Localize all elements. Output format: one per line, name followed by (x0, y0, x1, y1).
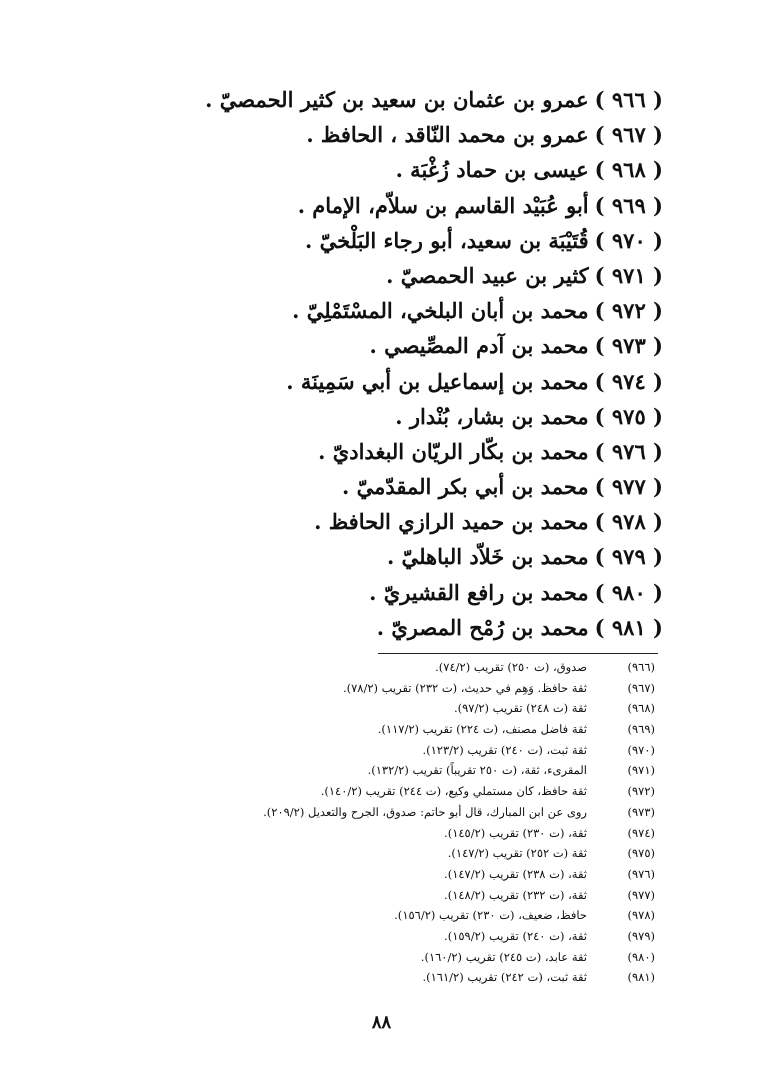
footnote-entry (75, 760, 655, 781)
entry-text: كثير بن عبيد الحمصيّ . (386, 262, 589, 288)
entry-number: ( ٩٧١ ) (594, 262, 663, 288)
entry-text: محمد بن آدم المصِّيصي . (369, 333, 589, 359)
footnote-number: (٩٧٤) (627, 825, 655, 840)
entry-text: عمرو بن محمد النّاقد ، الحافظ . (306, 122, 589, 148)
footnote-entry (75, 678, 655, 699)
entry-text: محمد بن أبي بكر المقدّميّ . (342, 474, 589, 500)
footnote-list (75, 657, 655, 988)
entry-number: ( ٩٦٦ ) (594, 87, 663, 112)
footnote-entry (75, 926, 655, 947)
entry-number: ( ٩٧٢ ) (594, 298, 663, 324)
footnote-entry (75, 864, 655, 885)
entry-text: محمد بن بكّار الريّان البغداديّ . (318, 438, 589, 464)
footnote-number: (٩٦٦) (627, 660, 655, 674)
narrator-entry (143, 293, 663, 328)
entry-number: ( ٩٦٧ ) (594, 122, 663, 148)
footnote-number: (٩٨١) (627, 970, 655, 985)
entry-number: ( ٩٧٧ ) (594, 474, 663, 500)
footnote-entry (75, 905, 655, 926)
footnote-number: (٩٧٠) (627, 742, 655, 757)
narrator-entry (143, 82, 663, 117)
entry-text: محمد بن بشار، بُنْدار . (395, 403, 589, 429)
narrator-entry (143, 399, 663, 434)
footnote-text: ثقة فاضل مصنف، (ت ٢٢٤) تقريب (١١٧/٢). (377, 722, 587, 737)
footnote-number: (٩٧٩) (627, 928, 655, 943)
footnote-number: (٩٧٣) (627, 804, 655, 819)
entry-text: محمد بن خَلاّد الباهليّ . (386, 544, 589, 570)
footnote-number: (٩٦٧) (627, 680, 655, 695)
narrator-entry (143, 434, 663, 469)
footnote-text: صدوق، (ت ٢٥٠) تقريب (٧٤/٢). (435, 660, 587, 674)
footnote-text: ثقة (ت ٢٤٨) تقريب (٩٧/٢). (453, 701, 587, 716)
narrator-entry (143, 575, 663, 610)
entry-number: ( ٩٧٣ ) (594, 333, 663, 359)
footnote-entry (75, 843, 655, 864)
footnote-divider (378, 653, 658, 654)
footnote-entry (75, 781, 655, 802)
entry-text: محمد بن رُمْح المصريّ . (376, 614, 589, 640)
footnote-text: ثقة (ت ٢٥٢) تقريب (١٤٧/٢). (447, 846, 587, 861)
entry-number: ( ٩٦٨ ) (594, 157, 663, 183)
narrator-entry (143, 117, 663, 152)
footnote-entry (75, 823, 655, 844)
narrator-entry (143, 152, 663, 187)
entry-number: ( ٩٨٠ ) (594, 579, 663, 605)
narrator-list (143, 82, 663, 645)
narrator-entry (143, 258, 663, 293)
entry-text: محمد بن رافع القشيريّ . (369, 579, 589, 605)
narrator-entry (143, 364, 663, 399)
footnote-entry (75, 719, 655, 740)
narrator-entry (143, 469, 663, 504)
footnote-text: ثقة ثبت، (ت ٢٤٠) تقريب (١٢٣/٢). (422, 742, 587, 757)
footnote-number: (٩٧٢) (627, 784, 655, 799)
entry-number: ( ٩٧٩ ) (594, 544, 663, 570)
footnote-number: (٩٦٨) (627, 701, 655, 716)
footnote-text: ثقة، (ت ٢٣٠) تقريب (١٤٥/٢). (444, 825, 587, 840)
footnote-entry (75, 947, 655, 968)
footnote-text: ثقة، (ت ٢٣٨) تقريب (١٤٧/٢). (444, 866, 587, 881)
entry-text: محمد بن حميد الرازي الحافظ . (314, 509, 589, 535)
narrator-entry (143, 223, 663, 258)
narrator-entry (143, 504, 663, 539)
entry-number: ( ٩٧٥ ) (594, 403, 663, 429)
footnote-number: (٩٧٨) (627, 908, 655, 923)
entry-number: ( ٩٨١ ) (594, 614, 663, 640)
entry-text: قُتَيْبَة بن سعيد، أبو رجاء البَلْخيّ . (304, 227, 589, 253)
footnote-text: ثقة حافظ. وَهِم في حديث، (ت ٢٣٢) تقريب (٧٨/٢). (342, 680, 587, 695)
footnote-entry (75, 802, 655, 823)
footnote-text: ثقة، (ت ٢٣٢) تقريب (١٤٨/٢). (444, 887, 587, 902)
entry-text: عيسى بن حماد زُغْبَة . (395, 157, 589, 183)
page-number: ٨٨ (371, 1012, 392, 1033)
entry-number: ( ٩٦٩ ) (594, 192, 663, 218)
footnote-entry (75, 740, 655, 761)
footnote-number: (٩٦٩) (627, 722, 655, 737)
footnote-entry (75, 698, 655, 719)
footnote-number: (٩٧١) (627, 763, 655, 778)
footnote-text: ثقة، (ت ٢٤٠) تقريب (١٥٩/٢). (444, 928, 587, 943)
footnote-entry (75, 885, 655, 906)
entry-number: ( ٩٧٤ ) (594, 368, 663, 394)
footnote-text: ثقة حافظ، كان مستملي وكيع، (ت ٢٤٤) تقريب (١٤٠/٢). (320, 784, 587, 799)
narrator-entry (143, 188, 663, 223)
entry-number: ( ٩٧٠ ) (594, 227, 663, 253)
entry-text: محمد بن أبان البلخي، المسْتَمْلِيّ . (292, 298, 589, 324)
entry-text: محمد بن إسماعيل بن أبي سَمِينَة . (286, 368, 589, 394)
narrator-entry (143, 539, 663, 574)
narrator-entry (143, 328, 663, 363)
entry-text: أبو عُبَيْد القاسم بن سلاّم، الإمام . (297, 192, 589, 218)
footnote-text: ثقة ثبت، (ت ٢٤٢) تقريب (١٦١/٢). (422, 970, 587, 985)
entry-text: عمرو بن عثمان بن سعيد بن كثير الحمصيّ . (205, 87, 589, 112)
footnote-text: حافظ، ضعيف، (ت ٢٣٠) تقريب (١٥٦/٢). (394, 908, 587, 923)
footnote-text: روى عن ابن المبارك، قال أبو حاتم: صدوق، الجرح والتعديل (٢٠٩/٢). (263, 804, 587, 819)
footnote-number: (٩٧٥) (627, 846, 655, 861)
footnote-text: ثقة عابد، (ت ٢٤٥) تقريب (١٦٠/٢). (420, 949, 587, 964)
footnote-number: (٩٧٧) (627, 887, 655, 902)
narrator-entry (143, 610, 663, 645)
footnote-entry (75, 967, 655, 988)
entry-number: ( ٩٧٦ ) (594, 438, 663, 464)
footnote-text: المقرىء، ثقة، (ت ٢٥٠ تقريباً) تقريب (١٣٢/٢). (367, 763, 587, 778)
footnote-number: (٩٧٦) (627, 866, 655, 881)
footnote-entry (75, 657, 655, 678)
footnote-number: (٩٨٠) (627, 949, 655, 964)
entry-number: ( ٩٧٨ ) (594, 509, 663, 535)
